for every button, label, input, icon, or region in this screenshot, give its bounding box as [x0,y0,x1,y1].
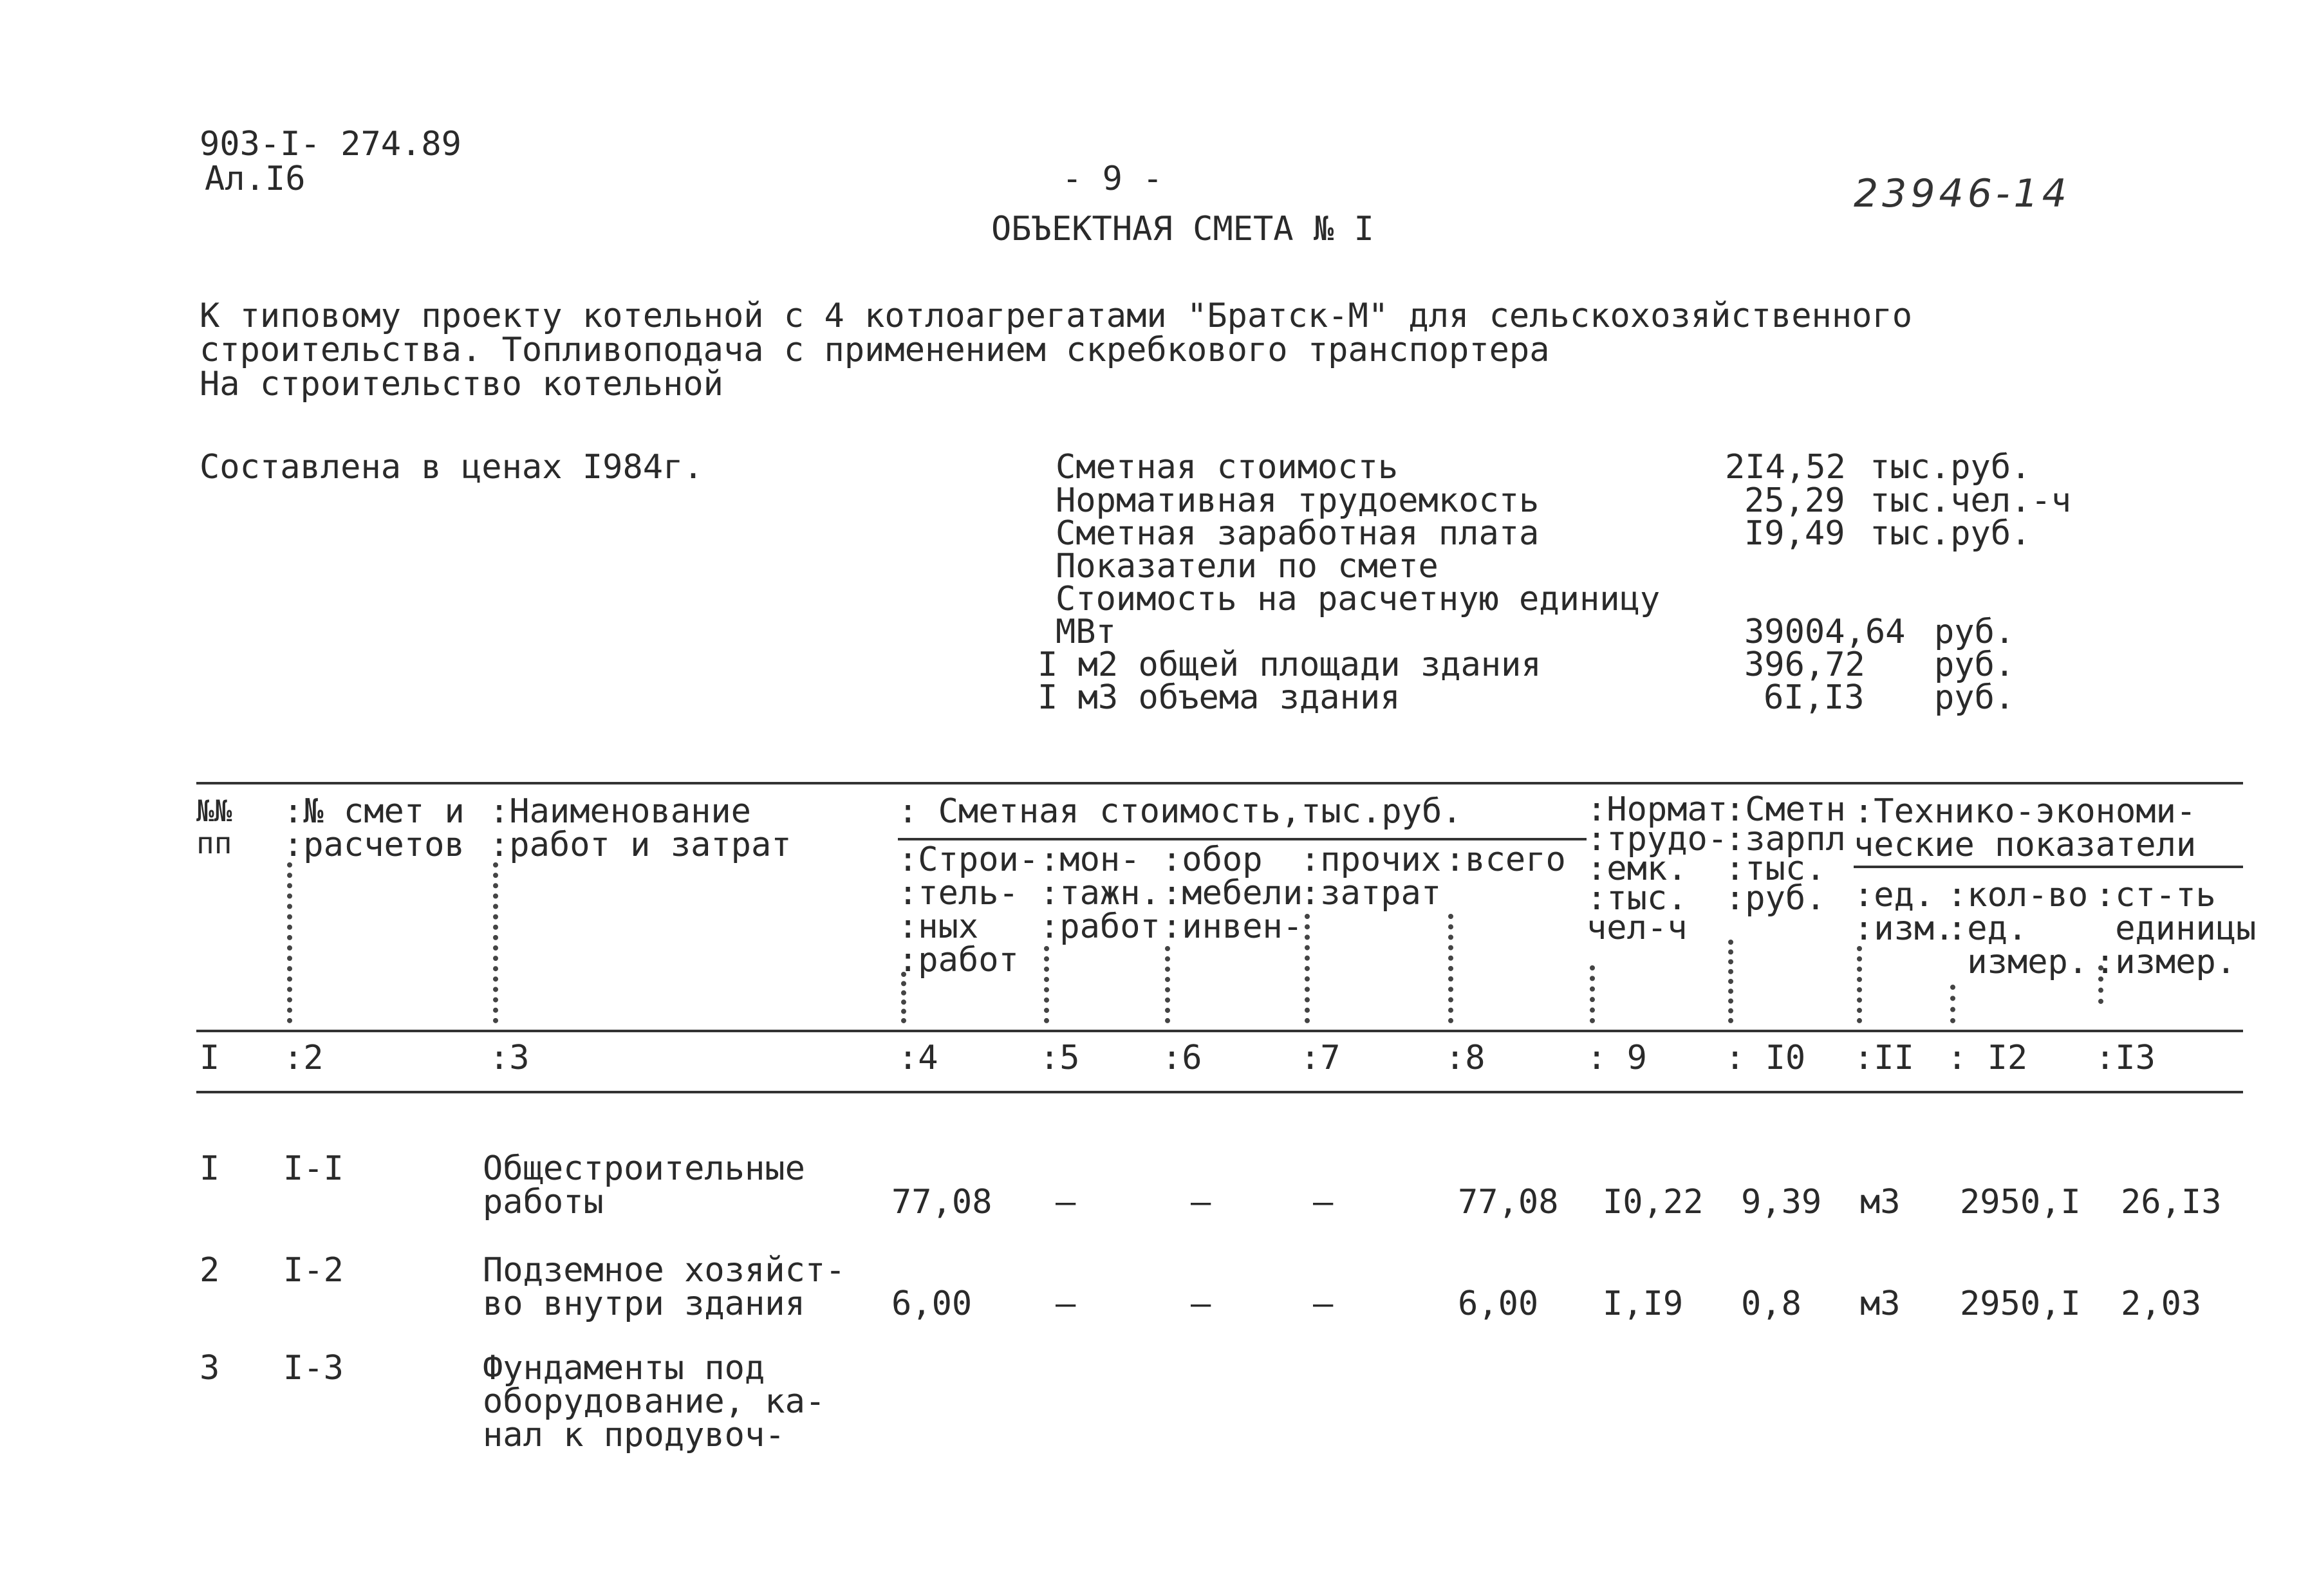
sheet-label: Ал.I6 [205,160,306,198]
column-number: :7 [1300,1039,1341,1077]
summary-label-unit-cost: Стоимость на расчетную единицу [1056,580,1661,618]
column-separator [1448,914,1456,1023]
row-unit: м3 [1860,1183,1901,1221]
column-number: :I3 [2095,1039,2156,1077]
row-estimate-code: I-3 [283,1349,344,1387]
stamp-number: 23946-14 [1854,171,2071,216]
summary-value-volume: 6I,I3 [1764,678,1865,717]
summary-value-mw: 39004,64 [1744,613,1906,651]
header-bottom-rule [196,1030,2243,1032]
prices-note: Составлена в ценах I984г. [200,448,703,487]
header-labor-norm: :Нормат :трудо- :емк. :тыс. чел-ч [1587,790,1728,947]
row-labor-norm: I0,22 [1603,1183,1704,1221]
column-number: :2 [283,1039,324,1077]
row-equipment-cost: – [1191,1285,1211,1323]
column-number: :3 [489,1039,530,1077]
header-unit-cost: :ст-ть единицы :измер. [2095,876,2257,981]
column-number: :II [1854,1039,1914,1077]
summary-unit-area: руб. [1934,645,2015,684]
table-top-rule [196,782,2243,784]
header-cost-group: : Сметная стоимость,тыс.руб. [898,792,1462,831]
header-row-number: №№ пп [196,793,232,860]
row-unit-cost: 2,03 [2121,1285,2202,1323]
column-separator [1728,940,1736,1023]
tech-group-rule [1854,866,2243,868]
summary-label-wages: Сметная заработная плата [1056,514,1540,553]
row-construction-cost: 77,08 [891,1183,992,1221]
summary-unit-wages: тыс.руб. [1870,514,2031,553]
row-total-cost: 77,08 [1458,1183,1559,1221]
row-installation-cost: – [1056,1285,1076,1323]
row-work-name: Фундаменты под оборудование, ка- нал к продувоч- [483,1349,826,1454]
row-estimate-code: I-2 [283,1251,344,1290]
project-line-2: строительства. Топливоподача с применением скребкового транспортера [200,331,1550,369]
column-separator [1165,946,1173,1023]
column-separator [901,972,909,1023]
header-tech-group: :Технико-экономи- ческие показатели [1854,792,2197,864]
row-work-name: Общестроительные работы [483,1149,805,1221]
header-estimate-number: :№ смет и :расчетов [283,792,465,864]
header-installation-works: :мон- :тажн. :работ [1039,840,1160,946]
row-estimate-code: I-I [283,1149,344,1188]
summary-unit-cost: тыс.руб. [1870,448,2031,487]
document-code: 903-I- 274.89 [200,125,461,163]
header-other-costs: :прочих :затрат [1300,840,1442,913]
summary-unit-mw: руб. [1934,613,2015,651]
summary-value-labor: 25,29 [1744,481,1845,520]
column-separator [2098,965,2106,1004]
column-separator [287,862,295,1023]
column-number: : I2 [1947,1039,2028,1077]
row-labor-norm: I,I9 [1603,1285,1684,1323]
header-construction-works: :Строи- :тель- :ных :работ [898,840,1039,979]
row-other-cost: – [1313,1285,1334,1323]
document-title: ОБЪЕКТНАЯ СМЕТА № I [991,210,1374,248]
header-wages: :Сметн :зарпл :тыс. :руб. [1725,790,1846,918]
column-number: : 9 [1587,1039,1647,1077]
row-number: I [200,1149,220,1188]
row-wages: 0,8 [1741,1285,1802,1323]
row-installation-cost: – [1056,1183,1076,1221]
summary-unit-volume: руб. [1934,678,2015,717]
column-separator [493,862,501,1023]
project-line-1: К типовому проекту котельной с 4 котлоагрегатами "Братск-М" для сельскохозяйственного [200,297,1913,335]
project-line-3: На строительство котельной [200,365,723,404]
row-unit-cost: 26,I3 [2121,1183,2222,1221]
summary-label-indicators: Показатели по смете [1056,547,1439,586]
column-number: I [200,1039,220,1077]
row-other-cost: – [1313,1183,1334,1221]
column-number: :4 [898,1039,938,1077]
row-construction-cost: 6,00 [891,1285,973,1323]
row-number: 2 [200,1251,220,1290]
row-total-cost: 6,00 [1458,1285,1539,1323]
summary-label-volume: I м3 объема здания [1038,678,1401,717]
header-work-name: :Наименование :работ и затрат [489,792,792,864]
column-number: :5 [1039,1039,1080,1077]
summary-label-area: I м2 общей площади здания [1038,645,1541,684]
summary-label-cost: Сметная стоимость [1056,448,1399,487]
row-equipment-cost: – [1191,1183,1211,1221]
row-work-name: Подземное хозяйст- во внутри здания [483,1251,846,1323]
summary-value-area: 396,72 [1744,645,1865,684]
header-equipment: :обор :мебели :инвен- [1162,840,1303,946]
row-number: 3 [200,1349,220,1387]
page-number: - 9 - [1062,160,1163,198]
summary-label-mw: МВт [1056,613,1116,651]
column-separator [1950,985,1958,1023]
header-unit: :ед. :изм. [1854,876,1955,948]
header-quantity: :кол-во :ед. измер. [1947,876,2089,981]
column-number: :8 [1445,1039,1485,1077]
column-separator [1305,914,1312,1023]
column-number: :6 [1162,1039,1202,1077]
summary-value-wages: I9,49 [1744,514,1845,553]
summary-unit-labor: тыс.чел.-ч [1870,481,2072,520]
summary-label-labor: Нормативная трудоемкость [1056,481,1540,520]
numbers-bottom-rule [196,1091,2243,1093]
row-wages: 9,39 [1741,1183,1822,1221]
column-separator [1857,946,1865,1023]
column-separator [1044,946,1052,1023]
row-quantity: 2950,I [1960,1183,2081,1221]
column-separator [1590,965,1597,1023]
row-unit: м3 [1860,1285,1901,1323]
column-number: : I0 [1725,1039,1806,1077]
summary-value-cost: 2I4,52 [1725,448,1846,487]
row-quantity: 2950,I [1960,1285,2081,1323]
header-total: :всего [1445,840,1566,879]
